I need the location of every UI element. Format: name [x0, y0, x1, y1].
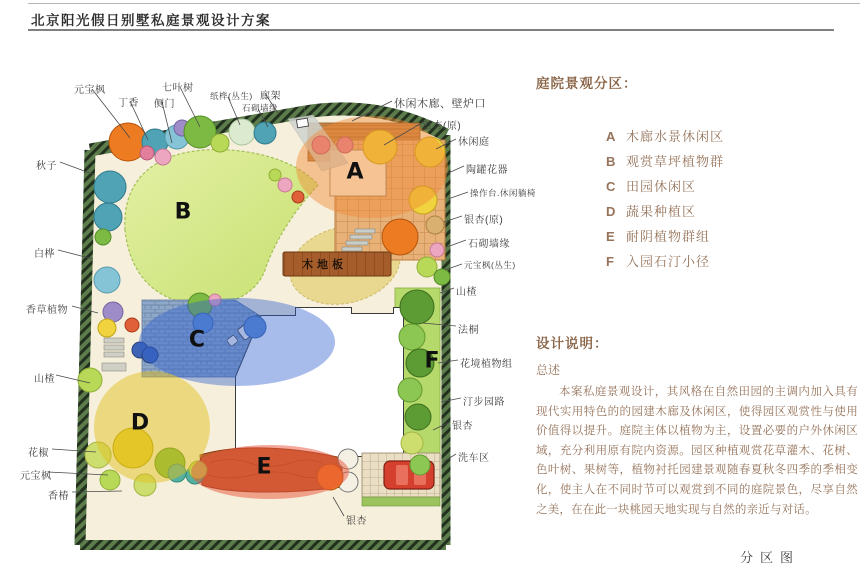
description-body: 本案私庭景观设计，其风格在自然田园的主调内加入具有现代实用特色的的园建木廊及休闲区，使得园区观赏性与使用价值得以提升。庭院主体以植物为主，设置必要的户外休闲区域，充分利用原有院内资源。园区种植观赏花草灌木、花树、色叶树、果树等，植物衬托园建景观随春夏秋冬四季的季相变化，使主人在不同时节可以观赏到不同的庭院景色，尽享自然之美，在在此一块桃园天地实现与自然的亲近与对话。: [536, 386, 858, 516]
legend-item-key: B: [606, 154, 617, 169]
legend-item-label: 蔬果种植区: [626, 204, 697, 219]
legend-item: [606, 226, 858, 251]
description-subheading: 总述: [536, 363, 561, 377]
zone-letter-f: F: [424, 348, 440, 374]
plan-annotation: 休闲木廊、壁炉口: [394, 98, 486, 110]
zone-letter-e: E: [256, 454, 272, 480]
parking-grass-edge: [362, 497, 440, 506]
zone-e-overlay: [191, 445, 349, 499]
plan-annotation: 银杏(原): [464, 215, 504, 226]
plan-annotation: 山楂: [456, 287, 477, 298]
plan-annotation: 石砌墙缘: [242, 103, 279, 113]
plan-annotation: 陶罐花器: [466, 165, 508, 176]
plan-annotation: 木地板: [302, 259, 347, 271]
legend-item-key: F: [606, 254, 615, 269]
plan-annotation: 元宝枫: [74, 85, 106, 96]
plan-annotation: 香椿: [48, 491, 69, 502]
legend-item-label: 耐阴植物群组: [626, 229, 711, 244]
plan-annotation: 侧门: [154, 99, 175, 110]
plan-annotation: 纸桦(丛生): [210, 91, 253, 101]
plan-annotation: 秋子: [36, 161, 57, 172]
zone-letter-c: C: [188, 327, 206, 353]
legend-item: [606, 201, 858, 226]
plan-annotation: 七叶树: [162, 83, 194, 94]
legend-item-key: C: [606, 179, 617, 194]
description-panel: [536, 332, 858, 520]
description-heading: 设计说明：: [536, 336, 609, 351]
zone-c-overlay: [139, 298, 335, 386]
legend-item-key: A: [606, 129, 617, 144]
plan-annotation: 银杏: [452, 421, 473, 432]
plan-annotation: 休闲庭: [458, 137, 490, 148]
plan-annotation: 元宝枫: [20, 471, 52, 482]
plan-annotation: 石砌墙缘: [468, 239, 510, 250]
legend-heading: 庭院景观分区：: [536, 76, 638, 91]
plan-annotation: 元宝枫(丛生): [464, 260, 516, 270]
legend-item-label: 田园休闲区: [626, 179, 697, 194]
site-plan-drawing: [50, 45, 530, 550]
wood-deck-bar: [283, 252, 391, 276]
zone-letter-a: A: [346, 159, 364, 185]
legend-item: [606, 126, 858, 151]
terrace-steps: [102, 338, 126, 371]
plan-annotation: 山楂: [34, 374, 55, 385]
legend-list: [606, 126, 858, 276]
zone-a-overlay: [296, 116, 448, 218]
legend-item-key: E: [606, 229, 616, 244]
plan-annotation: 花境植物组: [460, 359, 513, 370]
plan-annotation: 银杏: [346, 516, 367, 527]
plan-annotation: 汀步园路: [463, 397, 505, 408]
site-plan: [20, 45, 536, 550]
plan-annotation: 丁香: [118, 98, 139, 109]
plan-annotation: 花椒: [28, 448, 49, 459]
zone-d-overlay: [94, 371, 210, 483]
plan-annotation: 操作台.休闲躺椅: [470, 188, 536, 198]
page-title: 北京阳光假日别墅私庭景观设计方案: [31, 13, 271, 28]
plan-annotation: 洗车区: [458, 453, 490, 464]
plan-annotation: 白桦: [34, 249, 55, 260]
zone-letter-b: B: [174, 199, 192, 225]
legend-item: [606, 151, 858, 176]
plan-annotation: 银杏(原): [422, 121, 462, 132]
title-divider: [28, 29, 834, 31]
legend-item-label: 木廊水景休闲区: [626, 129, 725, 144]
legend-item: [606, 251, 858, 276]
legend-item-key: D: [606, 204, 617, 219]
legend-panel: [536, 72, 858, 276]
legend-item-label: 入园石汀小径: [626, 254, 711, 269]
legend-item-label: 观赏草坪植物群: [626, 154, 725, 169]
plan-annotation: 法桐: [458, 325, 479, 336]
sheet-footer-label: 分区图: [740, 550, 801, 565]
plan-annotation: 廊架: [260, 91, 281, 102]
plan-annotation: 香草植物: [26, 305, 68, 316]
zone-letter-d: D: [130, 410, 150, 436]
legend-item: [606, 176, 858, 201]
title-divider-top: [28, 3, 860, 4]
